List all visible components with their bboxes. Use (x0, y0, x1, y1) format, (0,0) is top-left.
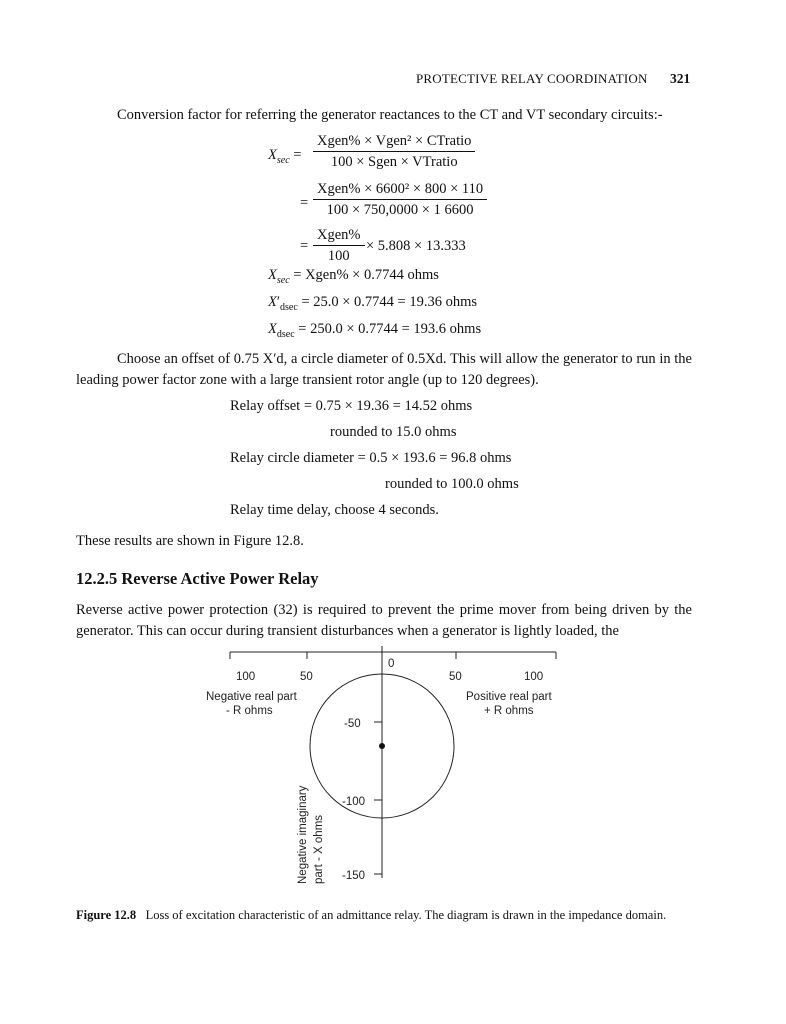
eq2-equals: = (300, 195, 309, 211)
caption-text: Loss of excitation characteristic of an admittance relay. The diagram is drawn in the impedance domain. (145, 908, 667, 922)
neg-real-label-1: Negative real part (206, 691, 297, 703)
relay-delay: Relay time delay, choose 4 seconds. (230, 502, 439, 518)
eq3-tail: × 5.808 × 13.333 (366, 238, 466, 254)
label-r-50-left: 50 (300, 671, 313, 683)
page-number: 321 (670, 71, 691, 86)
choose-paragraph: Choose an offset of 0.75 X′d, a circle diameter of 0.5Xd. This will allow the generator to run in the leading power factor zone with a large transient rotor angle (up to 120 degrees). (76, 351, 692, 388)
caption-label: Figure 12.8 (76, 908, 137, 922)
section-paragraph: Reverse active power protection (32) is required to prevent the prime mover from being driven by the generator. This can occur during transient disturbances when a generator is lightly loaded, the (76, 602, 692, 639)
eq3-equals: = (300, 238, 309, 254)
relay-diameter-rounded: rounded to 100.0 ohms (385, 476, 519, 492)
y-axis-title (297, 785, 325, 884)
label-x-minus150: -150 (342, 870, 366, 882)
label-r-100-left: 100 (236, 671, 256, 683)
eq-lhs: $X_{sec}$ = (268, 147, 302, 166)
eq2-numerator: Xgen% × 6600² × 800 × 110 (313, 181, 487, 200)
label-x-minus50: -50 (344, 718, 361, 730)
eq3-denominator: 100 (327, 248, 350, 264)
relay-diameter: Relay circle diameter = 0.5 × 193.6 = 96.8 ohms (230, 450, 512, 466)
eq1-denominator: 100 × Sgen × VTratio (330, 154, 458, 170)
eq2-denominator: 100 × 750,0000 × 1 6600 (326, 202, 474, 218)
section-heading: 12.2.5 Reverse Active Power Relay (76, 569, 319, 588)
eq4: $X_{sec}$ = Xgen% × 0.7744 ohms (268, 267, 439, 286)
eq3-fraction (313, 227, 365, 265)
running-title: PROTECTIVE RELAY COORDINATION (416, 71, 648, 86)
intro-text: Conversion factor for referring the generator reactances to the CT and VT secondary circuits:- (117, 107, 663, 123)
relay-offset: Relay offset = 0.75 × 19.36 = 14.52 ohms (230, 398, 473, 414)
label-r-50-right: 50 (449, 671, 462, 683)
eq1-fraction (313, 133, 475, 171)
figure-12-8-diagram (200, 646, 570, 896)
results-line: These results are shown in Figure 12.8. (76, 533, 304, 549)
label-x-minus100: -100 (342, 796, 366, 808)
neg-real-label-2: - R ohms (226, 705, 273, 717)
figure-caption (76, 906, 692, 924)
eq2-fraction (313, 181, 487, 219)
relay-offset-rounded: rounded to 15.0 ohms (330, 424, 457, 440)
eq5: $X'_{dsec} = 25.0 \times 0.7744 = 19.36$ ohms (268, 294, 478, 313)
eq3-numerator: Xgen% (313, 227, 365, 246)
label-r-0: 0 (388, 658, 395, 670)
eq1-numerator: Xgen% × Vgen² × CTratio (313, 133, 475, 152)
y-axis-title-line2: part - X ohms (313, 814, 325, 884)
pos-real-label-2: + R ohms (484, 705, 534, 717)
circle-center-dot (379, 743, 385, 749)
pos-real-label-1: Positive real part (466, 691, 552, 703)
eq6: $X_{dsec} = 250.0 \times 0.7744 = 193.6$ ohms (268, 321, 482, 340)
label-r-100-right: 100 (524, 671, 544, 683)
y-axis-title-line1: Negative imaginary (297, 785, 309, 884)
